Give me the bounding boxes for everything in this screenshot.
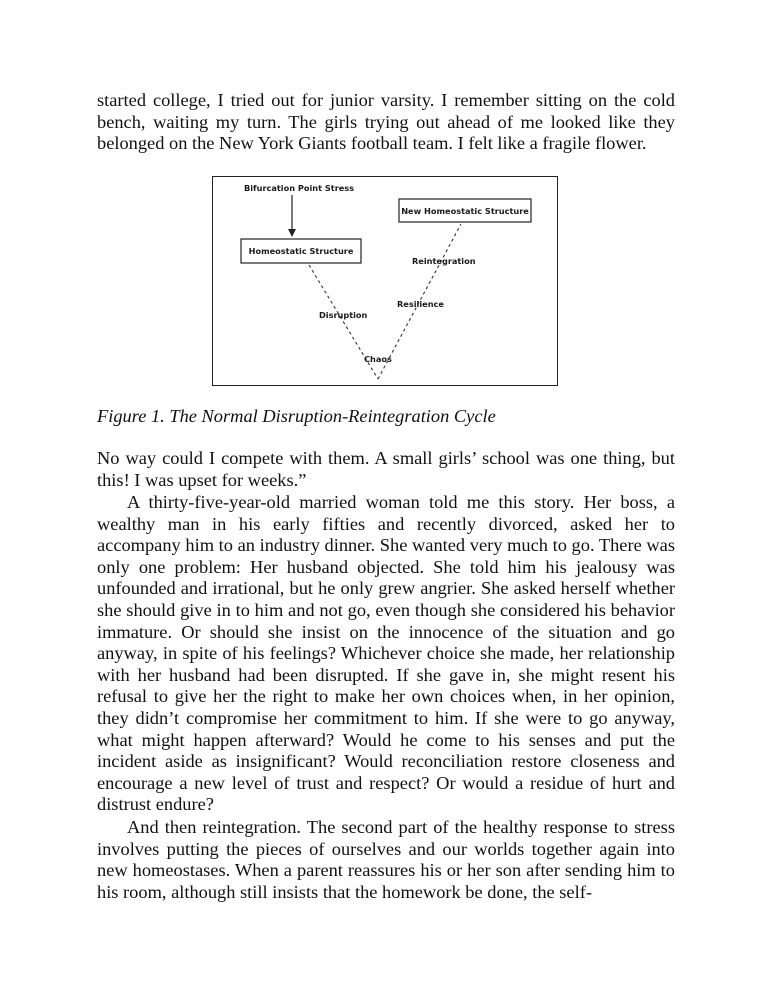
disruption-label: Disruption <box>319 310 368 320</box>
paragraph-4: And then reintegration. The second part of the healthy response to stress involves putting the pieces of ourselves and our worlds together again into new homeostases. When a parent reassures his or her son after sending him to his room, although still insists that the homework be done, the self- <box>97 817 675 902</box>
reintegration-label: Reintegration <box>412 256 476 266</box>
stress-arrow-head <box>288 229 296 237</box>
paragraph-2: No way could I compete with them. A small girls’ school was one thing, but this! I was upset for weeks.” <box>97 448 675 490</box>
bifurcation-label: Bifurcation Point Stress <box>244 183 355 193</box>
figure-diagram <box>212 176 558 386</box>
paragraph-1: started college, I tried out for junior varsity. I remember sitting on the cold bench, waiting my turn. The girls trying out ahead of me looked like they belonged on the New York Giants football team. I felt like a fragile flower. <box>97 90 675 154</box>
disruption-reintegration-diagram <box>213 177 559 387</box>
paragraph-3: A thirty-five-year-old married woman told me this story. Her boss, a wealthy man in his early fifties and recently divorced, asked her to accompany him to an industry dinner. She wanted very much to go. There was only one problem: Her husband objected. She told him his jealousy was unfounded and irrational, but he only grew angrier. She asked herself whether she should give in to him and not go, even though she considered his behavior immature. Or should she insist on the innocence of the situation and go anyway, in spite of his feelings? Whichever choice she made, her relationship with her husband had been disrupted. If she gave in, she might resent his refusal to give her the right to make her own choices when, in her opinion, they didn’t compromise her commitment to him. If she were to go anyway, what might happen afterward? Would he come to his senses and put the incident aside as insignificant? Would reconciliation restore closeness and encourage a new level of trust and respect? Or would a residue of hurt and distrust endure? <box>97 492 675 815</box>
figure-caption: Figure 1. The Normal Disruption-Reintegration Cycle <box>97 406 496 426</box>
resilience-label: Resilience <box>397 299 444 309</box>
homeostatic-structure-label: Homeostatic Structure <box>248 246 354 256</box>
chaos-label: Chaos <box>364 354 392 364</box>
new-homeostatic-structure-label: New Homeostatic Structure <box>401 206 529 216</box>
